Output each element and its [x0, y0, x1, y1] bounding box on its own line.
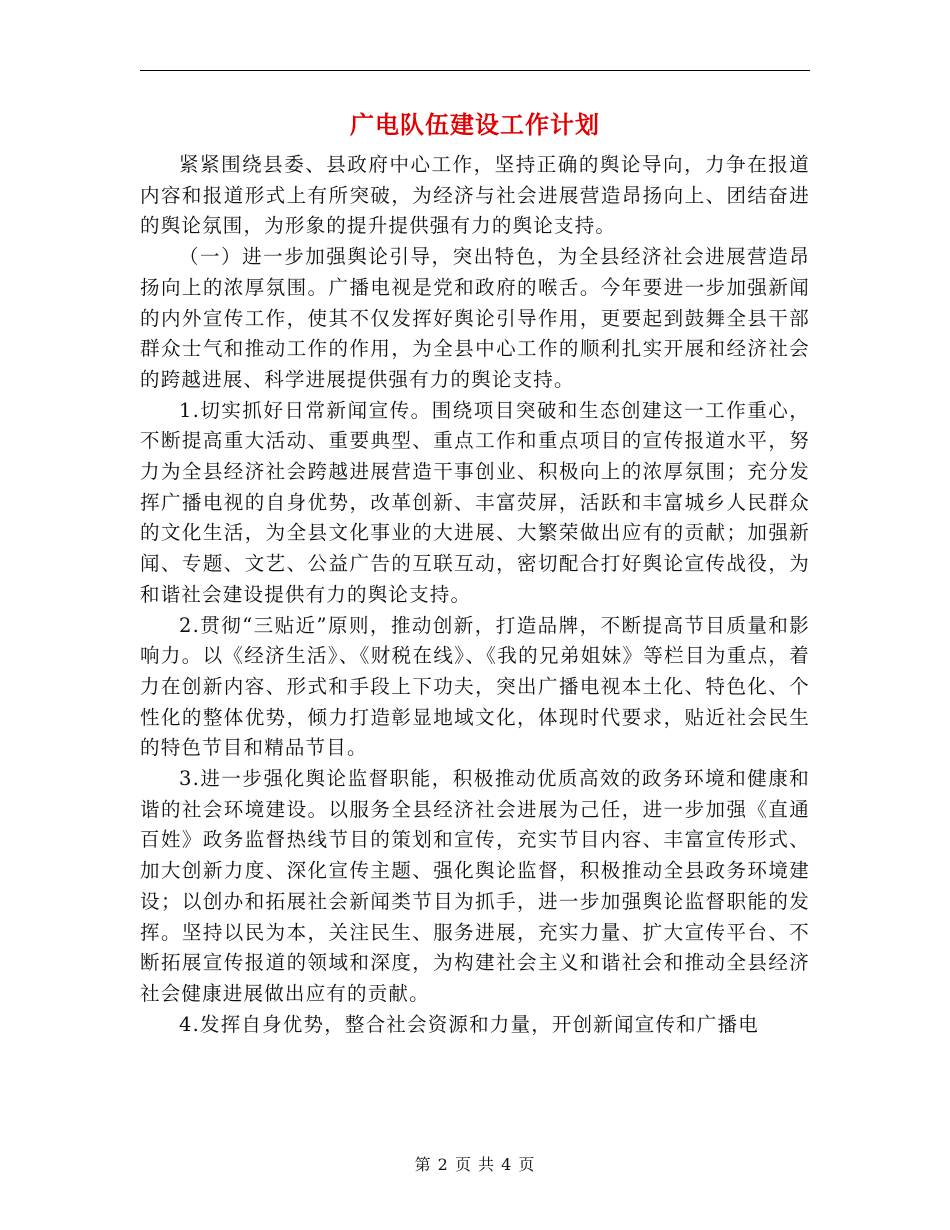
document-body — [140, 150, 810, 1040]
paragraph-item-4: 4.发挥自身优势，整合社会资源和力量，开创新闻宣传和广播电 — [179, 1012, 759, 1036]
page-number-footer: 第 2 页 共 4 页 — [414, 1155, 536, 1174]
paragraph-section-1: （一）进一步加强舆论引导，突出特色，为全县经济社会进展营造昂扬向上的浓厚氛围。广播电视是党和政府的喉舌。今年要进一步加强新闻的内外宣传工作，使其不仅发挥好舆论引导作用，更要起到鼓舞全县干部群众士气和推动工作的作用，为全县中心工作的顺利扎实开展和经济社会的跨越进展、科学进展提供强有力的舆论支持。 — [140, 245, 810, 391]
paragraph-item-3: 3.进一步强化舆论监督职能，积极推动优质高效的政务环境和健康和谐的社会环境建设。以服务全县经济社会进展为己任，进一步加强《直通百姓》政务监督热线节目的策划和宣传，充实节目内容、丰富宣传形式、加大创新力度、深化宣传主题、强化舆论监督，积极推动全县政务环境建设；以创办和拓展社会新闻类节目为抓手，进一步加强舆论监督职能的发挥。坚持以民为本，关注民生、服务进展，充实力量、扩大宣传平台、不断拓展宣传报道的领域和深度，为构建社会主义和谐社会和推动全县经济社会健康进展做出应有的贡献。 — [140, 767, 810, 1005]
paragraph-item-1: 1.切实抓好日常新闻宣传。围绕项目突破和生态创建这一工作重心，不断提高重大活动、重要典型、重点工作和重点项目的宣传报道水平，努力为全县经济社会跨越进展营造干事创业、积极向上的浓厚氛围；充分发挥广播电视的自身优势，改革创新、丰富荧屏，活跃和丰富城乡人民群众的文化生活，为全县文化事业的大进展、大繁荣做出应有的贡献；加强新闻、专题、文艺、公益广告的互联互动，密切配合打好舆论宣传战役，为和谐社会建设提供有力的舆论支持。 — [140, 398, 810, 606]
paragraph-intro: 紧紧围绕县委、县政府中心工作，坚持正确的舆论导向，力争在报道内容和报道形式上有所突破，为经济与社会进展营造昂扬向上、团结奋进的舆论氛围，为形象的提升提供强有力的舆论支持。 — [140, 153, 810, 238]
document-title: 广电队伍建设工作计划 — [350, 110, 600, 139]
paragraph-item-2: 2.贯彻“三贴近”原则，推动创新，打造品牌，不断提高节目质量和影响力。以《经济生活》、《财税在线》、《我的兄弟姐妹》等栏目为重点，着力在创新内容、形式和手段上下功夫，突出广播电视本土化、特色化、个性化的整体优势，倾力打造彰显地域文化，体现时代要求，贴近社会民生的特色节目和精品节目。 — [140, 613, 810, 760]
header-rule — [140, 70, 810, 71]
